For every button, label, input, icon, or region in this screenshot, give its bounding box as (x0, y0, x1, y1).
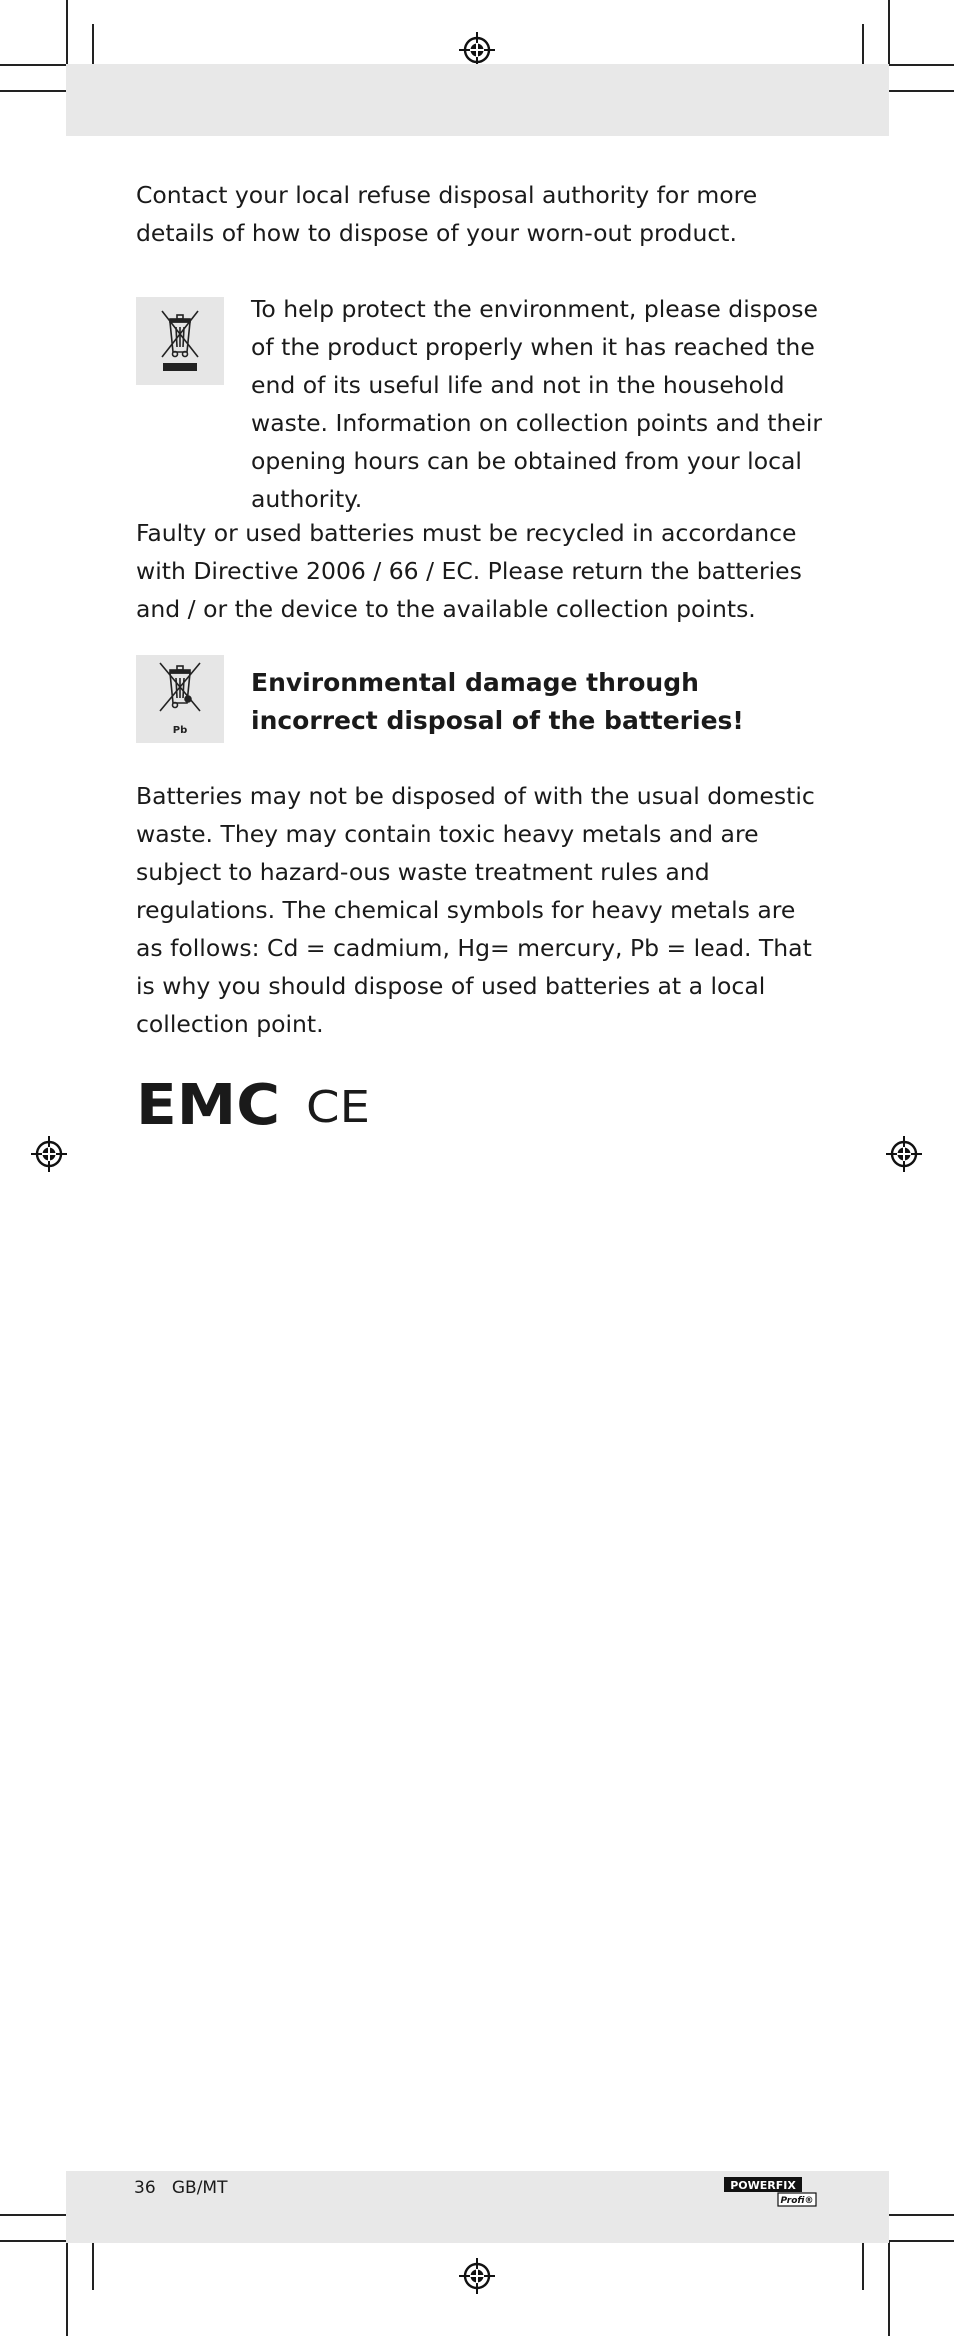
header-band (66, 64, 889, 136)
crop-mark (888, 90, 954, 92)
crop-mark (0, 2214, 66, 2216)
crop-mark (66, 2240, 68, 2336)
battery-details-text: Batteries may not be disposed of with the usual domestic waste. They may contain toxic heavy metals and are subject to hazard-ous waste treatment rules and regulations. The chemical symbols for heavy metals are as follows: Cd = cadmium, Hg= mercury, Pb = lead. That is why you should dispose of used batteries at a local collection point. (136, 782, 815, 1038)
icon-label: Pb (172, 725, 188, 736)
brand-name: POWERFIX (730, 2179, 796, 2192)
crop-mark (0, 2240, 66, 2242)
crop-mark (888, 64, 954, 66)
page-footer (134, 2176, 227, 2200)
crop-mark (888, 2214, 954, 2216)
disposal-contact-text: Contact your local refuse disposal authority for more details of how to dispose of your worn-out product. (136, 181, 758, 247)
battery-recycling-text: Faulty or used batteries must be recycled in accordance with Directive 2006 / 66 / EC. Please return the batteries and / or the device to the available collection points. (136, 519, 802, 623)
registration-mark-icon (459, 2258, 495, 2294)
language-code: GB/MT (171, 2178, 228, 2198)
emc-mark: EMC (136, 1078, 280, 1128)
crop-mark (0, 64, 66, 66)
crossed-out-wheelie-bin-icon (136, 297, 224, 385)
powerfix-logo (724, 2176, 818, 2208)
crop-mark (888, 0, 890, 66)
emc-ce-marks (136, 1078, 376, 1128)
environment-note-text: To help protect the environment, please dispose of the product properly when it has reached the end of its useful life and not in the household waste. Information on collection points and their opening hours can be obtained from your local authority. (251, 295, 823, 513)
crop-mark (888, 2240, 890, 2336)
crop-mark (0, 90, 66, 92)
registration-mark-icon (459, 32, 495, 68)
ce-mark: CE (306, 1082, 370, 1128)
crop-mark (862, 2240, 864, 2290)
crop-mark (92, 2240, 94, 2290)
page-number: 36 (134, 2178, 156, 2198)
brand-sub: Profi® (780, 2196, 814, 2206)
crop-mark (66, 0, 68, 66)
battery-warning-title: Environmental damage through incorrect disposal of the batteries! (251, 668, 744, 735)
registration-mark-icon (886, 1136, 922, 1172)
crossed-out-battery-bin-icon (136, 655, 224, 743)
crop-mark (888, 2240, 954, 2242)
registration-mark-icon (31, 1136, 67, 1172)
